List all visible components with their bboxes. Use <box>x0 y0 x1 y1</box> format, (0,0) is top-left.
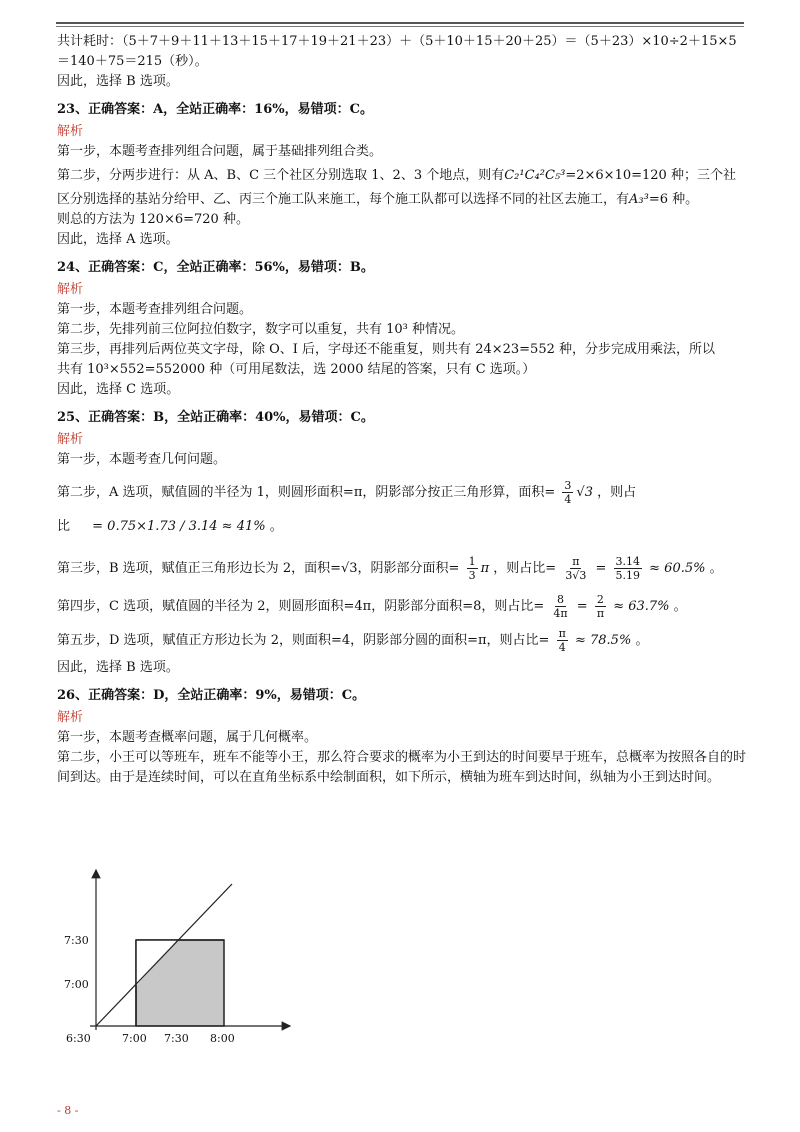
q23-arrangement-formula: A₃³ <box>629 192 649 207</box>
q24-header: 24、正确答案：C，全站正确率：56%，易错项：B。 <box>57 260 374 275</box>
header-rule <box>56 22 744 24</box>
q23-step-2-cont: 区分别选择的基站分给甲、乙、丙三个施工队来施工，每个施工队都可以选择不同的社区去施工，有A₃³=6 种。 <box>57 192 699 207</box>
page-number: - 8 - <box>57 1104 79 1117</box>
q24-step-1: 第一步，本题考查排列组合问题。 <box>57 302 253 317</box>
q23-header: 23、正确答案：A，全站正确率：16%，易错项：C。 <box>57 102 373 117</box>
q25-area-fraction: $\frac{3}{4}$ <box>564 479 572 506</box>
q25-step-1: 第一步，本题考查几何问题。 <box>57 452 227 467</box>
q25-step-2-ratio: 比 = 0.75×1.73 / 3.14 ≈ 41% 。 <box>57 519 283 534</box>
q25-analysis-label: 解析 <box>57 432 84 447</box>
q24-conclusion: 因此，选择 C 选项。 <box>57 382 180 397</box>
q25-ratio-a: = 0.75×1.73 / 3.14 ≈ 41% <box>92 519 266 534</box>
q25-step-5: 第五步，D 选项，赋值正方形边长为 2，则面积=4，阴影部分圆的面积=π，则占比= $\frac{\pi}{4}$ ≈ 78.5% 。 <box>57 627 649 654</box>
x-label-0700: 7:00 <box>122 1032 147 1045</box>
q26-header: 26、正确答案：D，全站正确率：9%，易错项：C。 <box>57 688 366 703</box>
x-label-0800: 8:00 <box>210 1032 235 1045</box>
y-label-0730: 7:30 <box>64 934 89 947</box>
calc-line-2: ＝140＋75＝215（秒）。 <box>57 54 208 69</box>
header-rule-thin <box>56 26 744 27</box>
q25-step-3: 第三步，B 选项，赋值正三角形边长为 2，面积=√3，阴影部分面积= $\frac{1}{3}$ π ，则占比= $\frac{\pi}{3√3}$ = $\frac{3.14}{5.19}$ ≈ 60.5% 。 <box>57 555 723 582</box>
q23-step-2: 第二步，分两步进行：从 A、B、C 三个社区分别选取 1、2、3 个地点，则有C₂¹C₄²C₅³=2×6×10=120 种；三个社 <box>57 168 736 183</box>
q23-analysis-label: 解析 <box>57 124 84 139</box>
q24-step-3-cont: 共有 10³×552=552000 种（可用尾数法，选 2000 结尾的答案，只有 C 选项。） <box>57 362 536 377</box>
q25-one-third-fraction: $\frac{1}{3}$ <box>468 555 476 582</box>
q26-step-1: 第一步，本题考查概率问题，属于几何概率。 <box>57 730 318 745</box>
conclusion: 因此，选择 B 选项。 <box>57 74 179 89</box>
y-label-0700: 7:00 <box>64 978 89 991</box>
q25-ratio-d: ≈ 78.5% <box>574 633 632 648</box>
q25-header: 25、正确答案：B，全站正确率：40%，易错项：C。 <box>57 410 374 425</box>
q26-step-2: 第二步，小王可以等班车，班车不能等小王，那么符合要求的概率为小王到达的时间要早于班车，总概率为按照各自的时间到达。由于是连续时间，可以在直角坐标系中绘制面积，如下所示，横轴为班车到达时间，纵轴为小王到达时间。 <box>57 750 747 785</box>
q24-step-2: 第二步，先排列前三位阿拉伯数字，数字可以重复，共有 10³ 种情况。 <box>57 322 465 337</box>
calc-line-1: 共计耗时：（5＋7＋9＋11＋13＋15＋17＋19＋21＋23）＋（5＋10＋15＋20＋25）＝（5＋23）×10÷2＋15×5 <box>57 34 737 49</box>
page-body <box>57 32 747 788</box>
q25-conclusion: 因此，选择 B 选项。 <box>57 660 179 675</box>
q25-ratio-b: ≈ 60.5% <box>649 561 706 576</box>
q23-total: 则总的方法为 120×6=720 种。 <box>57 212 249 227</box>
x-label-0730: 7:30 <box>164 1032 189 1045</box>
q23-step-1: 第一步，本题考查排列组合问题，属于基础排列组合类。 <box>57 144 383 159</box>
q24-step-3: 第三步，再排列后两位英文字母，除 O、I 后，字母还不能重复，则共有 24×23=552 种，分步完成用乘法，所以 <box>57 342 716 357</box>
q23-conclusion: 因此，选择 A 选项。 <box>57 232 179 247</box>
x-label-0630: 6:30 <box>66 1032 91 1045</box>
probability-figure <box>58 862 308 1062</box>
q25-step-2: 第二步，A 选项，赋值圆的半径为 1，则圆形面积=π，阴影部分按正三角形算，面积= $\frac{3}{4}$ √3 ，则占 <box>57 479 637 506</box>
q26-analysis-label: 解析 <box>57 710 84 725</box>
q25-ratio-c: ≈ 63.7% <box>613 599 670 614</box>
q24-analysis-label: 解析 <box>57 282 84 297</box>
q25-step-4: 第四步，C 选项，赋值圆的半径为 2，则圆形面积=4π，阴影部分面积=8，则占比= $\frac{8}{4\pi}$ = $\frac{2}{\pi}$ ≈ 63.7% 。 <box>57 593 687 620</box>
q23-combination-formula: C₂¹C₄²C₅³ <box>504 168 566 183</box>
